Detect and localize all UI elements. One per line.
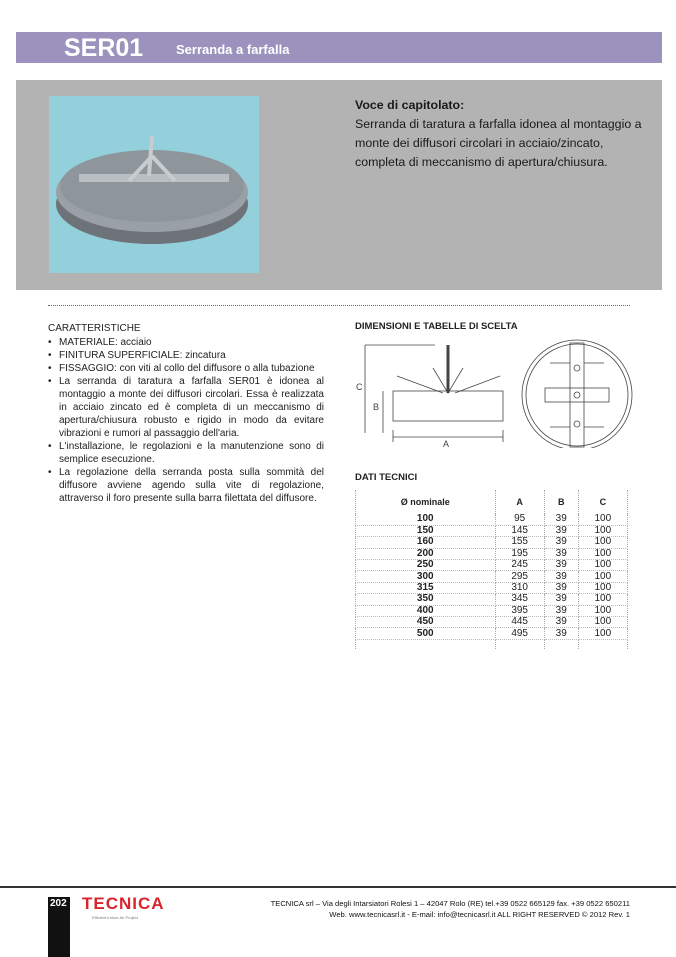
dimension-c-label: C — [356, 382, 363, 392]
table-cell: 315 — [356, 582, 496, 593]
table-row — [356, 605, 628, 616]
feature-item: • La regolazione della serranda posta sulla sommità del diffusore avviene agendo sulla vite di regolazione, attraverso il foro presente sulla barra filettata del diffusore. — [48, 466, 324, 505]
column-header: C — [578, 490, 627, 514]
table-cell: 300 — [356, 571, 496, 582]
page-number: 202 — [48, 897, 70, 957]
divider — [48, 305, 630, 306]
table-cell: 100 — [578, 628, 627, 639]
table-cell: 500 — [356, 628, 496, 639]
table-cell: 395 — [495, 605, 544, 616]
table-row — [356, 617, 628, 628]
column-header: Ø nominale — [356, 490, 496, 514]
table-cell: 39 — [544, 514, 578, 525]
table-cell: 100 — [578, 605, 627, 616]
specification-text — [355, 96, 645, 172]
table-cell: 100 — [578, 571, 627, 582]
table-cell — [356, 639, 496, 649]
table-row — [356, 514, 628, 525]
table-cell: 450 — [356, 617, 496, 628]
table-cell: 160 — [356, 537, 496, 548]
table-cell — [544, 639, 578, 649]
table-row — [356, 548, 628, 559]
table-cell: 100 — [578, 560, 627, 571]
technical-data-title: DATI TECNICI — [355, 472, 418, 483]
table-cell: 100 — [356, 514, 496, 525]
product-code: SER01 — [64, 34, 144, 62]
specification-body: Serranda di taratura a farfalla idonea al montaggio a monte dei diffusori circolari in acciaio/zincato, completa di meccanismo di apertura/chiusura. — [355, 117, 642, 169]
product-panel — [16, 80, 662, 290]
product-photo — [49, 96, 259, 273]
technical-data-table — [355, 490, 628, 649]
table-cell: 295 — [495, 571, 544, 582]
table-cell: 400 — [356, 605, 496, 616]
dimension-b-label: B — [373, 402, 380, 412]
table-cell: 39 — [544, 560, 578, 571]
dimension-drawing — [355, 338, 635, 448]
table-cell: 155 — [495, 537, 544, 548]
feature-item: • FINITURA SUPERFICIALE: zincatura — [48, 349, 324, 362]
footer-divider — [0, 886, 676, 888]
table-cell: 39 — [544, 537, 578, 548]
logo-tagline: Efficient Indoor Air Project — [92, 915, 138, 920]
table-row — [356, 582, 628, 593]
table-cell: 39 — [544, 571, 578, 582]
feature-item: • MATERIALE: acciaio — [48, 336, 324, 349]
table-cell: 150 — [356, 525, 496, 536]
table-cell: 100 — [578, 617, 627, 628]
table-cell: 100 — [578, 548, 627, 559]
table-cell: 250 — [356, 560, 496, 571]
table-cell: 100 — [578, 537, 627, 548]
table-row — [356, 628, 628, 639]
table-cell: 39 — [544, 548, 578, 559]
table-cell: 200 — [356, 548, 496, 559]
column-header: A — [495, 490, 544, 514]
table-spacer-row — [356, 639, 628, 649]
features-section — [48, 322, 324, 505]
table-cell: 39 — [544, 525, 578, 536]
table-row — [356, 594, 628, 605]
footer-web: Web. www.tecnicasrl.it - E-mail: info@tecnicasrl.it ALL RIGHT RESERVED © 2012 Rev. 1 — [329, 910, 630, 919]
table-row — [356, 571, 628, 582]
column-header: B — [544, 490, 578, 514]
dimensions-title: DIMENSIONI E TABELLE DI SCELTA — [355, 321, 518, 332]
dimension-a-label: A — [443, 439, 450, 448]
footer-address: TECNICA srl – Via degli Intarsiatori Rolesi 1 – 42047 Rolo (RE) tel.+39 0522 665129 fax. +39 0522 650211 — [270, 899, 630, 908]
table-cell: 100 — [578, 514, 627, 525]
table-cell: 39 — [544, 628, 578, 639]
table-cell: 350 — [356, 594, 496, 605]
table-cell: 39 — [544, 605, 578, 616]
feature-item: • FISSAGGIO: con viti al collo del diffusore o alla tubazione — [48, 362, 324, 375]
table-cell: 195 — [495, 548, 544, 559]
table-cell: 39 — [544, 594, 578, 605]
title-bar — [16, 32, 662, 63]
table-cell: 245 — [495, 560, 544, 571]
table-cell — [495, 639, 544, 649]
specification-title: Voce di capitolato: — [355, 98, 465, 112]
footer-contacts — [271, 898, 630, 920]
feature-item: • L'installazione, le regolazioni e la manutenzione sono di semplice esecuzione. — [48, 440, 324, 466]
table-row — [356, 560, 628, 571]
table-cell: 100 — [578, 582, 627, 593]
features-title: CARATTERISTICHE — [48, 323, 141, 334]
tecnica-logo: TECNICA — [82, 894, 165, 913]
product-subtitle: Serranda a farfalla — [176, 42, 290, 57]
table-row — [356, 525, 628, 536]
table-cell: 95 — [495, 514, 544, 525]
table-cell: 310 — [495, 582, 544, 593]
table-cell: 495 — [495, 628, 544, 639]
table-cell: 39 — [544, 582, 578, 593]
table-cell: 100 — [578, 594, 627, 605]
feature-item: • La serranda di taratura a farfalla SER01 è idonea al montaggio a monte dei diffusori circolari. Essa è realizzata in acciaio zincato ed è completa di un meccanismo di apertura/chiusura robusto e rigido in modo da evitare vibrazioni e rumori al passaggio dell'aria. — [48, 375, 324, 440]
table-cell: 39 — [544, 617, 578, 628]
table-row — [356, 537, 628, 548]
table-cell: 100 — [578, 525, 627, 536]
table-cell: 345 — [495, 594, 544, 605]
table-cell — [578, 639, 627, 649]
table-cell: 145 — [495, 525, 544, 536]
table-cell: 445 — [495, 617, 544, 628]
